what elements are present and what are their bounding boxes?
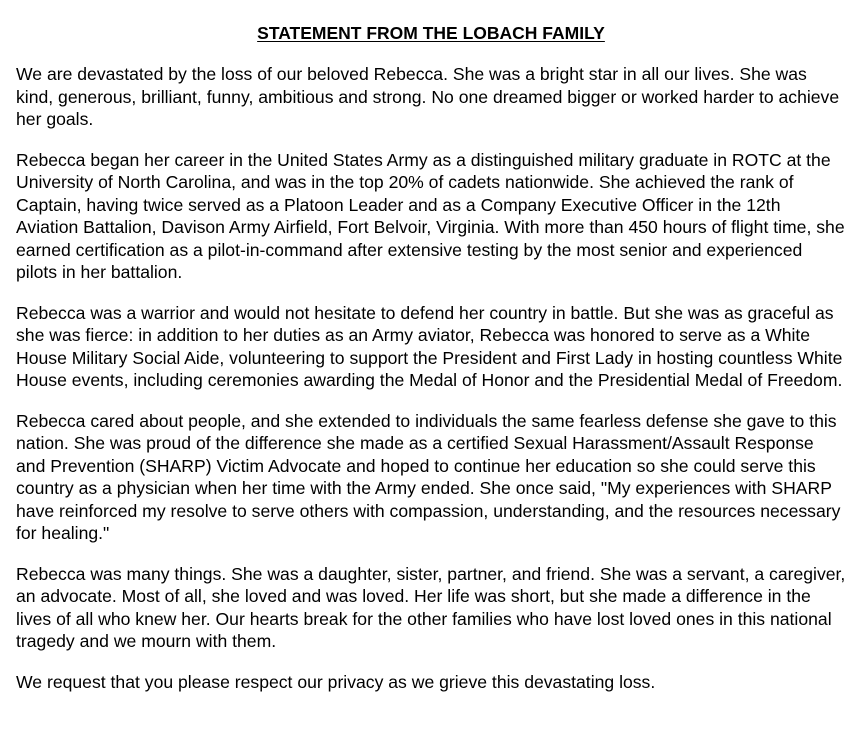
paragraph-privacy-request: We request that you please respect our privacy as we grieve this devastating loss. <box>16 671 656 692</box>
paragraph-advocacy: Rebecca cared about people, and she extended to individuals the same fearless defense she gave to this nation. She was proud of the difference she made as a certified Sexual Harassment/Assault Response and Prevention (SHARP) Victim Advocate and hoped to continue her education so she could serve this country as a physician when her time with the Army ended. She once said, "My experiences with SHARP have reinforced my resolve to serve others with compassion, understanding, and the resources necessary for healing." <box>16 410 841 543</box>
paragraph-intro: We are devastated by the loss of our beloved Rebecca. She was a bright star in all our lives. She was kind, generous, brilliant, funny, ambitious and strong. No one dreamed bigger or worked harder to achieve her goals. <box>16 64 840 129</box>
paragraph-remembrance: Rebecca was many things. She was a daughter, sister, partner, and friend. She was a servant, a caregiver, an advocate. Most of all, she loved and was loved. Her life was short, but she made a difference in the lives of all who knew her. Our hearts break for the other families who have lost loved ones in this national tragedy and we mourn with them. <box>16 563 846 651</box>
paragraph-service: Rebecca was a warrior and would not hesitate to defend her country in battle. But she was as graceful as she was fierce: in addition to her duties as an Army aviator, Rebecca was honored to serve as a White House Military Social Aide, volunteering to support the President and First Lady in hosting countless White House events, including ceremonies awarding the Medal of Honor and the Presidential Medal of Freedom. <box>16 302 843 390</box>
statement-title: STATEMENT FROM THE LOBACH FAMILY <box>257 23 605 43</box>
paragraph-career: Rebecca began her career in the United States Army as a distinguished military graduate in ROTC at the University of North Carolina, and was in the top 20% of cadets nationwide. She achieved the rank of Captain, having twice served as a Platoon Leader and as a Company Executive Officer in the 12th Aviation Battalion, Davison Army Airfield, Fort Belvoir, Virginia. With more than 450 hours of flight time, she earned certification as a pilot-in-command after extensive testing by the most senior and experienced pilots in her battalion. <box>16 149 845 282</box>
